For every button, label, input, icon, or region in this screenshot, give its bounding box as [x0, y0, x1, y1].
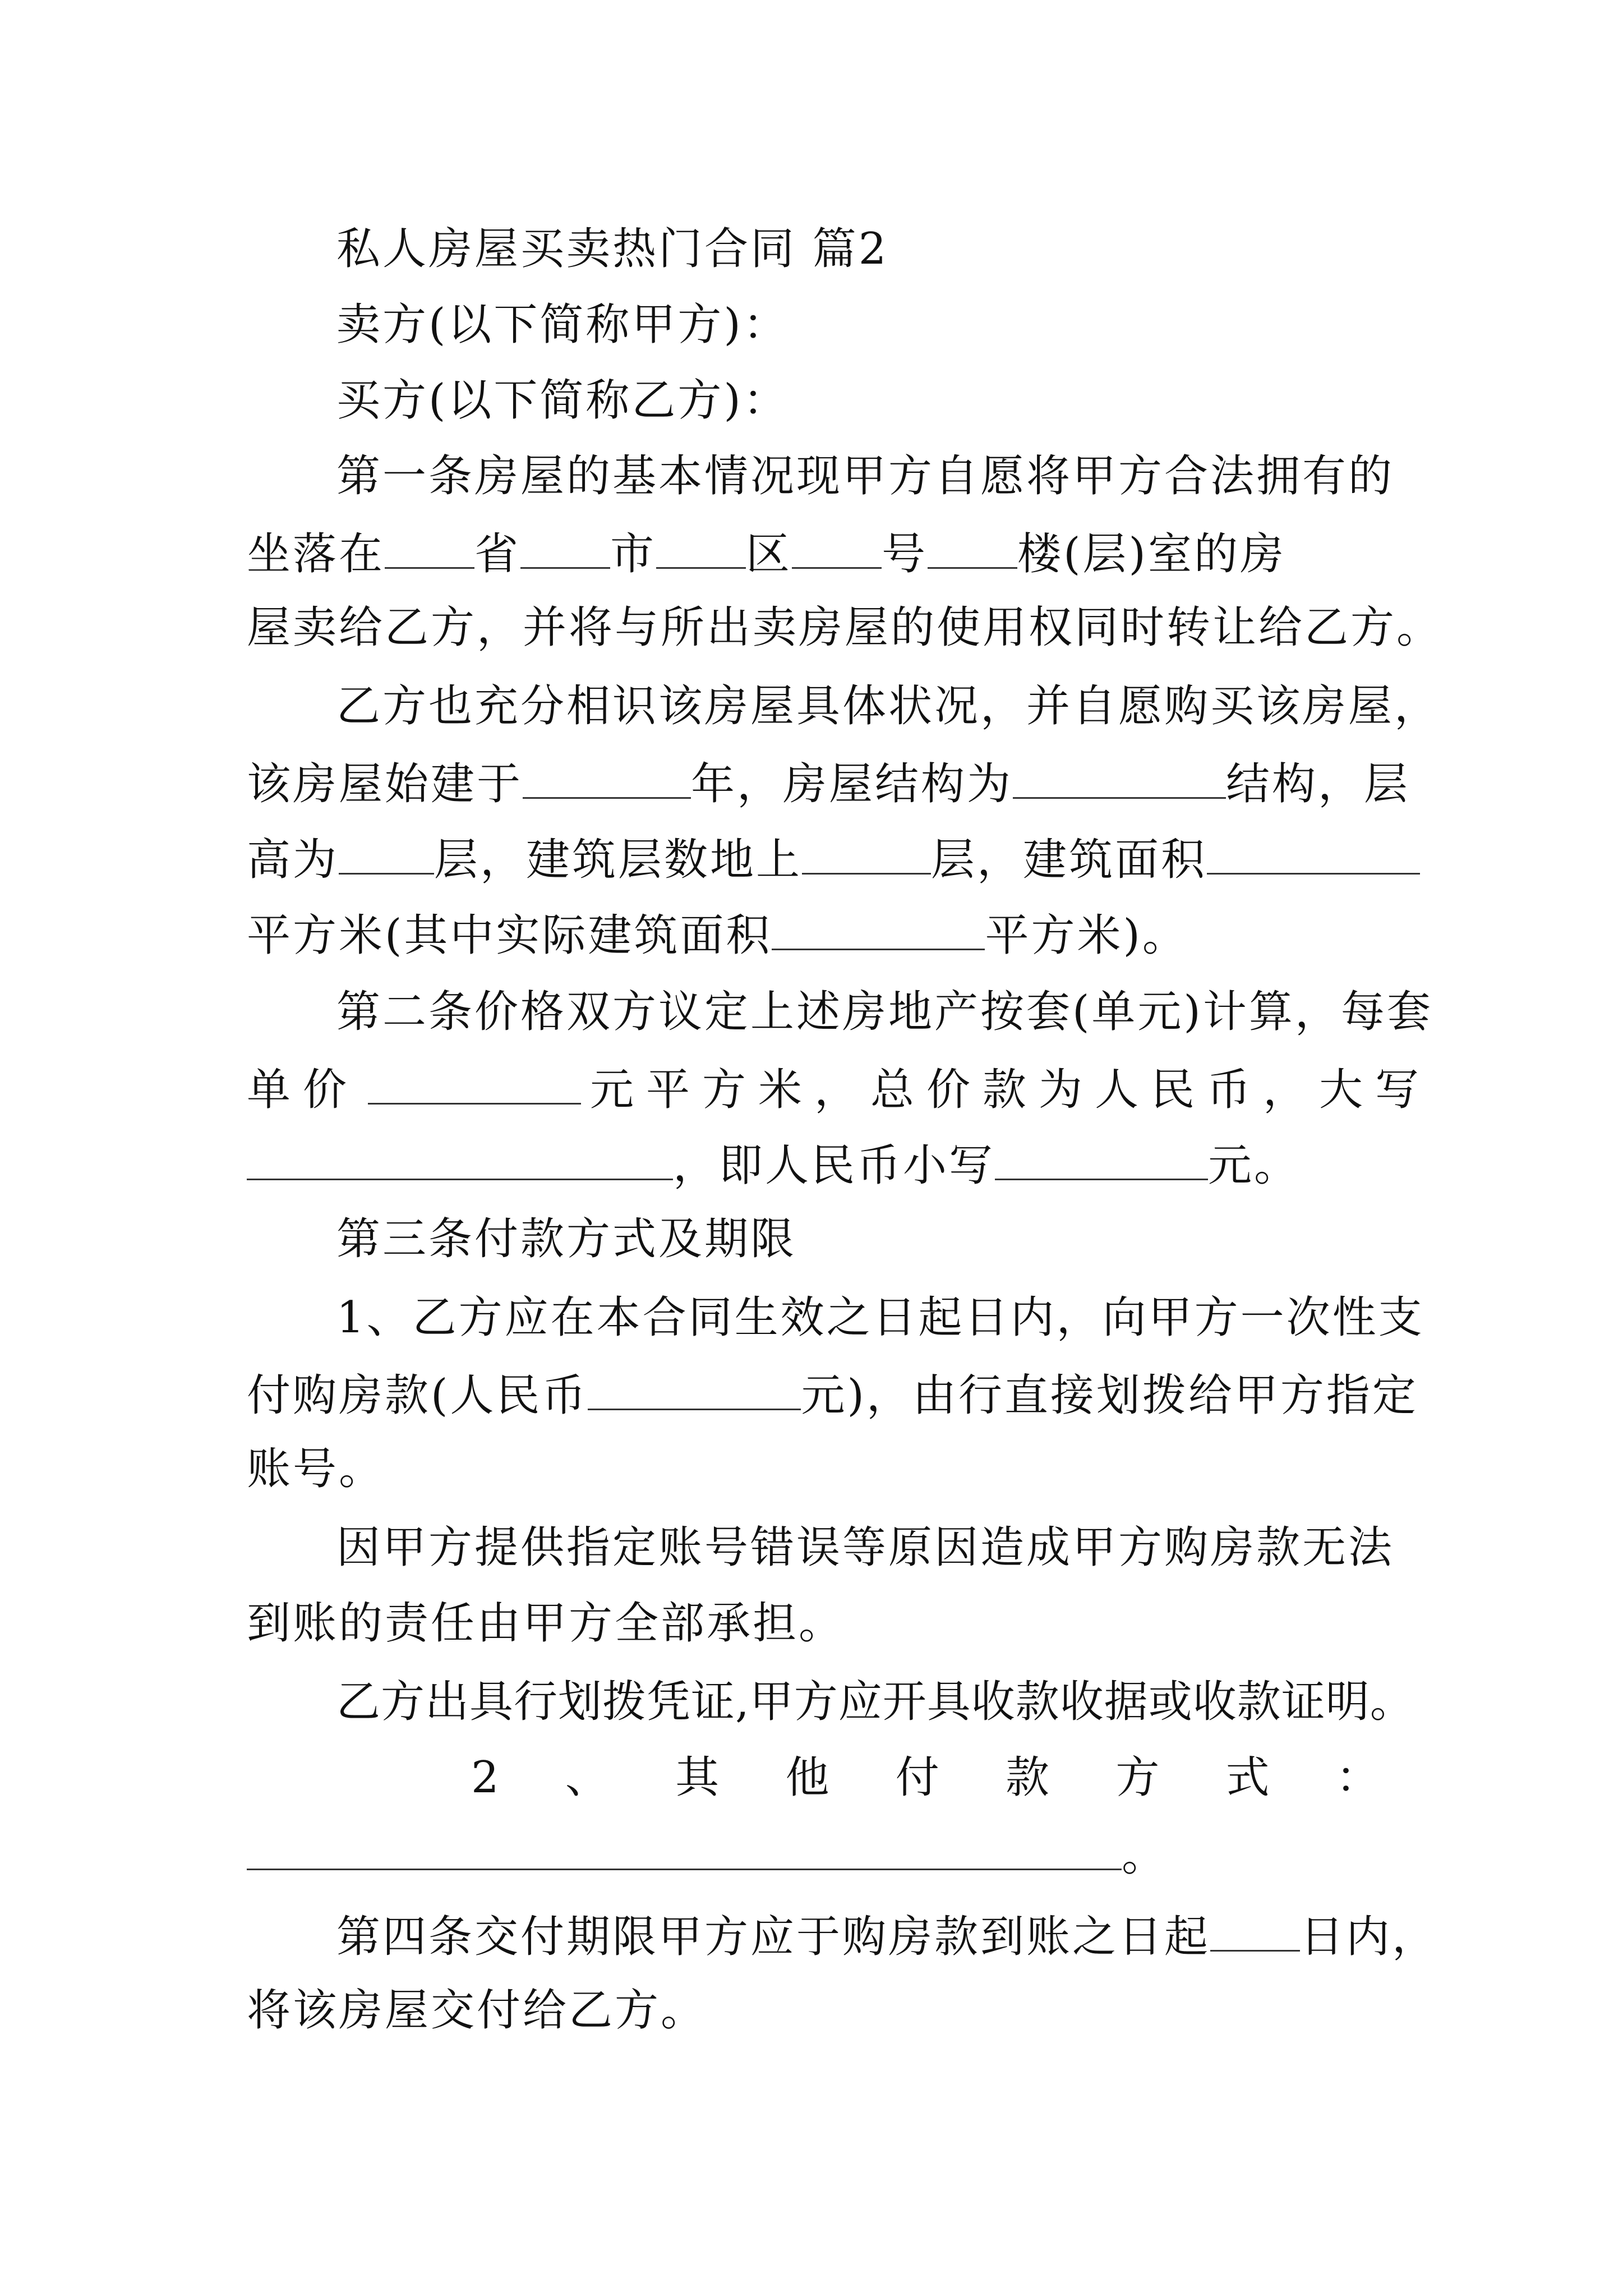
fill-blank-floor-area	[1207, 836, 1420, 875]
seller-line: 卖方(以下简称甲方)：	[336, 300, 789, 350]
article-3-line-3: 账号。	[247, 1444, 385, 1494]
document-title: 私人房屋买卖热门合同 篇2	[336, 224, 889, 274]
text-segment: 元。	[1208, 1140, 1301, 1191]
text-segment: 坐落在	[247, 529, 385, 579]
article-1-line-3: 屋卖给乙方，并将与所出卖房屋的使用权同时转让给乙方。	[247, 602, 1443, 653]
fill-blank-building	[928, 530, 1017, 569]
fill-blank-amount-lowercase	[995, 1142, 1208, 1180]
paragraph-2-line-1: 乙方也充分相识该房屋具体状况，并自愿购买该房屋，	[336, 681, 1441, 731]
text-segment: 层，建筑面积	[931, 835, 1207, 885]
justified-character: 2	[471, 1752, 499, 1803]
justified-character: 他	[785, 1752, 829, 1803]
justified-character: 、	[565, 1752, 609, 1803]
article-3-title: 第三条付款方式及期限	[336, 1214, 797, 1264]
article-3-paragraph-2-line-1: 因甲方提供指定账号错误等原因造成甲方购房款无法	[336, 1522, 1395, 1573]
fill-blank-year	[523, 760, 691, 799]
text-segment: 平方米)。	[985, 910, 1188, 961]
text-segment: 区	[746, 529, 792, 579]
text-segment: 年，房屋结构为	[691, 759, 1013, 809]
text-segment: 结构，层	[1226, 759, 1410, 809]
text-segment: 平方米(其中实际建筑面积	[247, 910, 772, 961]
fill-blank-structure	[1013, 760, 1226, 799]
text-segment: 层，建筑层数地上	[434, 835, 803, 885]
fill-blank-city	[520, 530, 610, 569]
text-segment: 元平方米，总价款为人民币，大写	[590, 1065, 1432, 1115]
text-segment: 日内，	[1300, 1912, 1438, 1962]
text-segment: 。	[1122, 1830, 1168, 1881]
fill-blank-other-payment	[247, 1832, 1122, 1870]
fill-blank-payment-amount	[588, 1372, 801, 1410]
fill-blank-district	[656, 530, 746, 569]
text-segment: 付购房款(人民币	[247, 1370, 588, 1421]
justified-character: ：	[1335, 1752, 1380, 1803]
justified-character: 款	[1006, 1752, 1050, 1803]
fill-blank-unit-price	[368, 1066, 581, 1105]
fill-blank-amount-uppercase	[247, 1142, 673, 1180]
text-segment: 元)，由行直接划拨给甲方指定	[801, 1370, 1418, 1421]
text-segment: 号	[882, 529, 928, 579]
article-2-line-3	[247, 1140, 1391, 1191]
text-segment: 第四条交付期限甲方应于购房款到账之日起	[336, 1912, 1211, 1962]
fill-blank-floor-height	[339, 836, 434, 875]
fill-blank-delivery-days	[1210, 1913, 1300, 1952]
paragraph-2-line-2	[247, 759, 1410, 809]
text-segment: 市	[610, 529, 657, 579]
other-payment-blank-line	[247, 1830, 1391, 1881]
paragraph-2-line-3	[247, 835, 1391, 885]
justified-character: 其	[675, 1752, 720, 1803]
paragraph-2-line-4	[247, 910, 1391, 961]
text-segment: 楼(层)室的房	[1017, 529, 1286, 579]
text-segment: 该房屋始建于	[247, 759, 523, 809]
article-1-line-1: 第一条房屋的基本情况现甲方自愿将甲方合法拥有的	[336, 451, 1395, 501]
justified-character: 付	[895, 1752, 939, 1803]
text-segment: 高为	[247, 835, 339, 885]
article-3-line-2	[247, 1370, 1418, 1421]
buyer-line: 买方(以下简称乙方)：	[336, 375, 789, 426]
article-4-line-2: 将该房屋交付给乙方。	[247, 1985, 707, 2036]
justified-character: 方	[1115, 1752, 1160, 1803]
justified-character: 式	[1225, 1752, 1270, 1803]
text-segment: 单价	[247, 1065, 359, 1115]
fill-blank-province	[385, 530, 474, 569]
fill-blank-actual-area	[772, 912, 985, 950]
other-payment-methods-line	[471, 1752, 1380, 1803]
article-4-line-1	[336, 1912, 1438, 1962]
article-3-paragraph-2-line-2: 到账的责任由甲方全部承担。	[247, 1598, 845, 1649]
fill-blank-number	[792, 530, 882, 569]
fill-blank-floors-above	[802, 836, 931, 875]
article-2-line-2	[247, 1065, 1432, 1115]
text-segment: ，即人民币小写	[673, 1140, 995, 1191]
article-1-line-2	[247, 529, 1391, 579]
article-2-line-1: 第二条价格双方议定上述房地产按套(单元)计算，每套	[336, 987, 1433, 1037]
article-3-line-1: 1、乙方应在本合同生效之日起日内，向甲方一次性支	[336, 1292, 1424, 1343]
text-segment: 省	[474, 529, 521, 579]
article-3-paragraph-3: 乙方出具行划拨凭证,甲方应开具收款收据或收款证明。	[336, 1677, 1414, 1727]
